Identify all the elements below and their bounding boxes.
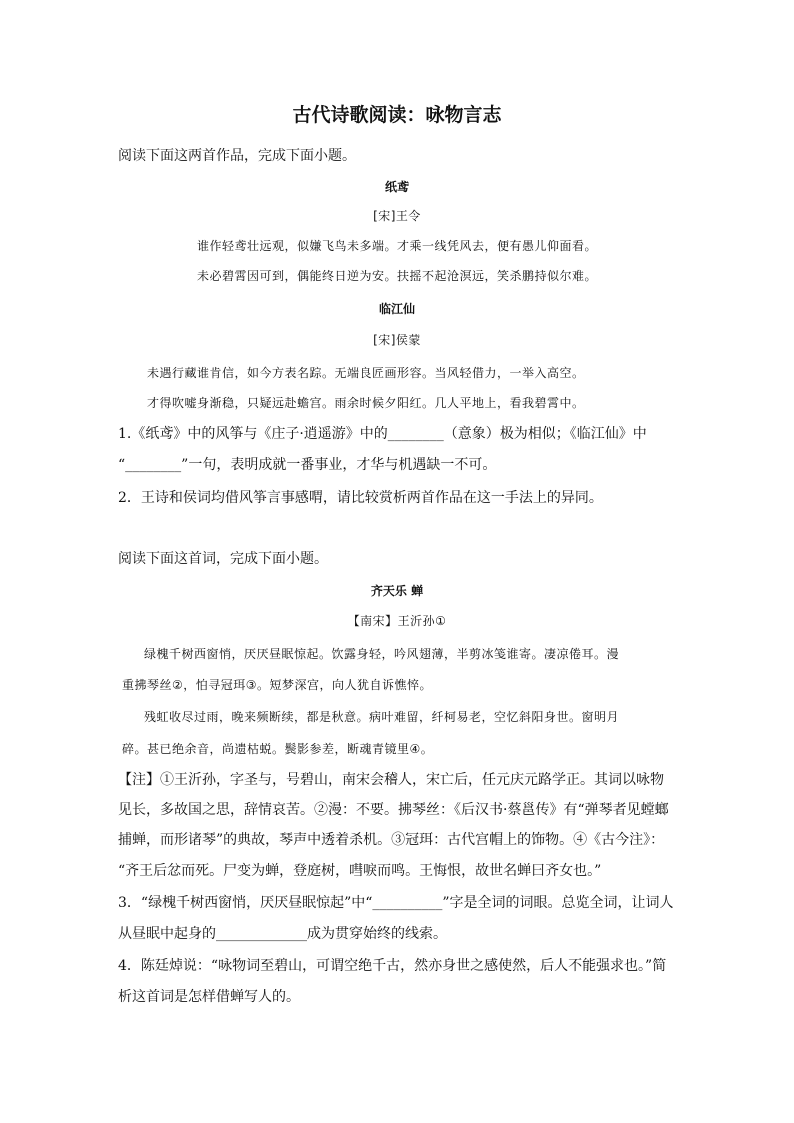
question-line: 析这首词是怎样借蝉写人的。 [118,989,300,1005]
poem2-line: 未遇行藏谁肯信，如今方表名踪。无端良匠画形容。当风轻借力，一举入高空。 [147,366,585,380]
poem3-line: 绿槐千树西窗悄，厌厌昼眠惊起。饮露身轻，吟风翅薄，半剪冰笺谁寄。凄凉倦耳。漫 [144,647,620,661]
section2-intro: 阅读下面这首词，完成下面小题。 [118,551,328,567]
poem3-line: 碎。甚已绝余音，尚遗枯蜕。鬓影参差，断魂青镜里④。 [122,742,434,756]
poem1-author: [宋]王令 [373,209,421,223]
note-line: 【注】①王沂孙，字圣与，号碧山，南宋会稽人，宋亡后，任元庆元路学正。其词以咏物 [118,772,664,788]
poem1-title: 纸鸢 [384,180,409,194]
question-line: 3．“绿槐千树西窗悄，厌厌昼眠惊起”中“__________”字是全词的词眼。总览全词，让词人 [118,895,674,911]
page-title: 古代诗歌阅读：咏物言志 [292,104,502,126]
section1-intro: 阅读下面这两首作品，完成下面小题。 [118,148,356,164]
question-line: 4．陈廷焯说：“咏物词至碧山，可谓空绝千古，然亦身世之感使然，后人不能强求也。”简 [118,958,667,974]
poem2-line: 才得吹嘘身渐稳，只疑远赴蟾宫。雨余时候夕阳红。几人平地上，看我碧霄中。 [147,396,585,410]
poem1-line: 谁作轻鸢壮远观，似嫌飞鸟未多端。才乘一线凭风去，便有愚儿仰面看。 [196,239,597,253]
question-line: 2．王诗和侯词均借风筝言事感喟，请比较赏析两首作品在这一手法上的异同。 [118,490,603,506]
poem3-author: 【南宋】王沂孙① [347,614,447,628]
poem2-author: [宋]侯蒙 [373,333,421,347]
poem1-line: 未必碧霄因可到，偶能终日逆为安。扶摇不起沧溟远，笑杀鹏持似尔难。 [196,269,597,283]
question-line: 1.《纸鸢》中的风筝与《庄子·逍遥游》中的________（意象）极为相似；《临江仙》中 [118,426,647,442]
note-line: 捕蝉，而形诸琴”的典故，琴声中透着杀机。③冠珥：古代宫帽上的饰物。④《古今注》： [118,832,665,848]
poem3-line: 重拂琴丝②，怕寻冠珥③。短梦深宫，向人犹自诉憔悴。 [122,678,433,692]
poem2-title: 临江仙 [378,302,415,316]
poem3-line: 残虹收尽过雨，晚来频断续，都是秋意。病叶难留，纤柯易老，空忆斜阳身世。窗明月 [144,710,620,724]
question-line: “________”一句，表明成就一番事业，才华与机遇缺一不可。 [118,457,497,473]
note-line: “齐王后忿而死。尸变为蝉，登庭树，嘒唳而鸣。王悔恨，故世名蝉曰齐女也。” [118,863,602,879]
note-line: 见长，多故国之思，辞情哀苦。②漫：不要。拂琴丝：《后汉书·蔡邕传》有“弹琴者见螳螂 [118,802,669,818]
poem3-title: 齐天乐 蝉 [370,584,424,598]
question-line: 从昼眠中起身的_____________成为贯穿始终的线索。 [118,926,447,942]
